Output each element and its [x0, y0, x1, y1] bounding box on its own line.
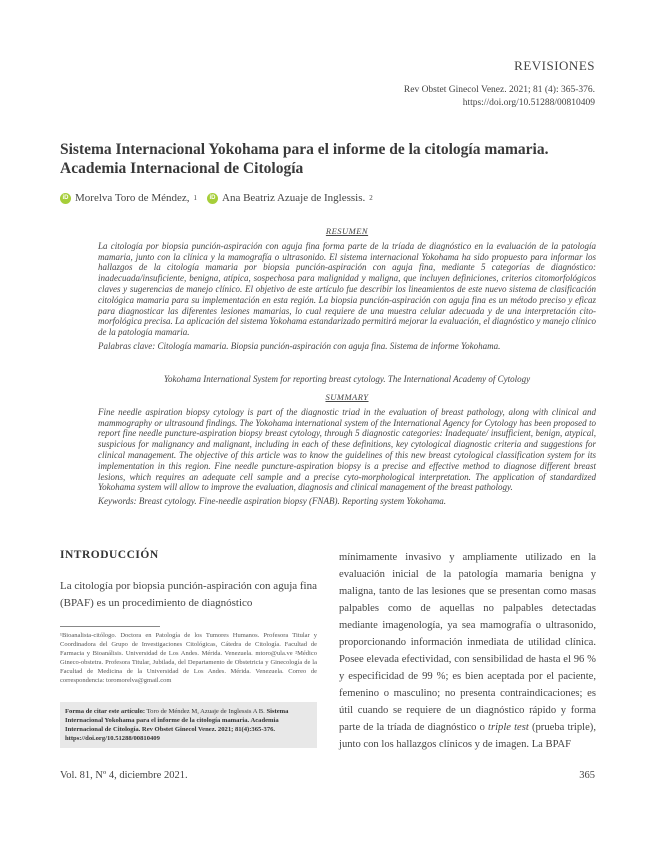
right-text-italic: triple test: [488, 722, 529, 733]
summary-text: Fine needle aspiration biopsy cytology is part of the diagnostic triad in the evaluation of breast pathology, along with clinical and mammography or ultrasound findings. The Yokohama international system of the International Agency for Cytology has been proposed to report fine needle puncture-aspiration biopsy breast cytology, through 5 diagnostic categories: Inadequate/ insufficient, benign, atypical, suspicious for malignancy and malignant, including in each of these definitions, key cytological diagnostic criteria and suggestions for clinical management. The objective of this article was to know the guidelines of this new breast cytological classification system for its implementation in this region. Fine needle puncture-aspiration biopsy is a precise and effective method to diagnose different breast lesions, which requires an adequate cell sample and a precise cyto-morphological interpretation. The application of standardized Yokohama system will allow to improve the evaluation, diagnosis and clinical management of the breast pathology.: [98, 406, 596, 493]
cite-reference: Sistema Internacional Yokohama para el informe de la citología mamaria. Academia Internacional de Citología. Rev Obstet Ginecol Venez. 2021; 81(4):365-376. https://doi.org/10.51288/00810409: [65, 708, 289, 742]
page-number: 365: [579, 770, 595, 781]
abstract-spanish: [98, 226, 596, 352]
cite-label: Forma de citar este artículo:: [65, 708, 146, 715]
body-left-column: La citología por biopsia punción-aspiración con aguja fina (BPAF) es un procedimiento de diagnóstico: [60, 580, 317, 609]
author-name: Morelva Toro de Méndez,: [75, 192, 190, 204]
resumen-text: La citología por biopsia punción-aspiración con aguja fina forma parte de la tríada de diagnóstico en la evaluación de la patología mamaria, junto con la clínica y la mamografía o ultrasonido. El sistema internacional Yokohama ha sido propuesto para informar los hallazgos de la citología mamaria por biopsia punción-aspiración con aguja fina, mediante 5 categorías de diagnóstico: inadecuada/insuficiente, benigna, atípica, sospechosa para malignidad y maligna, que incluyen definiciones, criterios citomorfológicos claves y sugerencias de manejo clínico. El objetivo de este artículo fue describir los lineamientos de este nuevo sistema de clasificación citológica mamaria para su implementación en esta región. La biopsia punción-aspiración con aguja fina es un método preciso y eficaz para diagnosticar las diferentes lesiones mamarias, lo cual requiere de una muestra celular adecuada y de una interpretación cito-morfológica precisa. La aplicación del sistema Yokohama estandarizado permitirá mejorar la evaluación, el diagnóstico y manejo clínico de la patología mamaria.: [98, 240, 596, 338]
summary-keywords: [98, 496, 596, 507]
journal-citation: [404, 84, 595, 110]
footnote-divider: [60, 626, 160, 627]
doi-link[interactable]: https://doi.org/10.51288/00810409: [462, 98, 595, 108]
article-title: Sistema Internacional Yokohama para el informe de la citología mamaria. Academia Internacional de Citología: [60, 141, 549, 177]
right-text-part2: (prueba triple), junto con los hallazgos clínicos y de imagen. La BPAF: [339, 722, 596, 750]
citation-line: Rev Obstet Ginecol Venez. 2021; 81 (4): 365-376.: [403, 85, 595, 95]
keywords-text: Citología mamaria. Biopsia punción-aspiración con aguja fina. Sistema de informe Yokohama.: [157, 340, 501, 351]
resumen-heading: RESUMEN: [325, 226, 369, 236]
author-affiliation: 2: [369, 194, 373, 202]
author-affiliation: 1: [193, 194, 197, 202]
author-list: [60, 192, 379, 204]
abstract-english: [98, 392, 596, 507]
cite-authors: Toro de Méndez M, Azuaje de Inglessis A B.: [146, 708, 265, 715]
keywords-label: Palabras clave:: [98, 340, 156, 351]
right-text-part1: mínimamente invasivo y ampliamente utilizado en la evaluación inicial de la patología mamaria benigna y maligna, tanto de las lesiones que se presentan como masas palpables como de aquellas no palpables detectadas mediante imagenología, ya sea mamografía o ultrasonido, proporcionando información inmediata de utilidad clínica. Posee elevada efectividad, con sensibilidad de hasta el 96 % y especificidad de 99 %; es bien aceptada por el paciente, femenino o masculino; no presenta contraindicaciones; es útil cuando se requiere de un diagnóstico rápido y forma parte de la tríada de diagnóstico o: [339, 552, 596, 733]
footer-issue: Vol. 81, Nº 4, diciembre 2021.: [60, 770, 188, 781]
orcid-icon[interactable]: iD: [60, 193, 71, 204]
author-name: Ana Beatriz Azuaje de Inglessis.: [222, 192, 366, 204]
how-to-cite-box: [60, 702, 317, 748]
affiliation-footnotes: ¹Bioanalista-citólogo. Doctora en Patología de los Tumores Humanos. Profesora Titular y Coordinadora del Grupo de Investigaciones Citológicas, Cátedra de Citología. Facultad de Farmacia y Bioanálisis. Universidad de Los Andes. Mérida. Venezuela. mtoro@ula.ve ²Médico Gineco-obstetra. Profesora Titular, Jubilada, del Departamento de Obstetricia y Ginecología de la Facultad de Medicina de la Universidad de Los Andes. Mérida. Venezuela. Correo de correspondencia: toromorelva@gmail.com: [60, 632, 317, 684]
orcid-icon[interactable]: iD: [207, 193, 218, 204]
keywords-text: Breast cytology. Fine-needle aspiration biopsy (FNAB). Reporting system Yokohama.: [138, 496, 446, 507]
body-right-column: [339, 549, 596, 753]
section-label: REVISIONES: [514, 58, 595, 73]
resumen-keywords: [98, 341, 596, 352]
summary-heading: SUMMARY: [325, 392, 369, 402]
english-title: Yokohama International System for reporting breast cytology. The International Academy of Cytology: [163, 374, 531, 384]
intro-heading: INTRODUCCIÓN: [60, 549, 159, 561]
keywords-label: Keywords:: [98, 496, 137, 507]
